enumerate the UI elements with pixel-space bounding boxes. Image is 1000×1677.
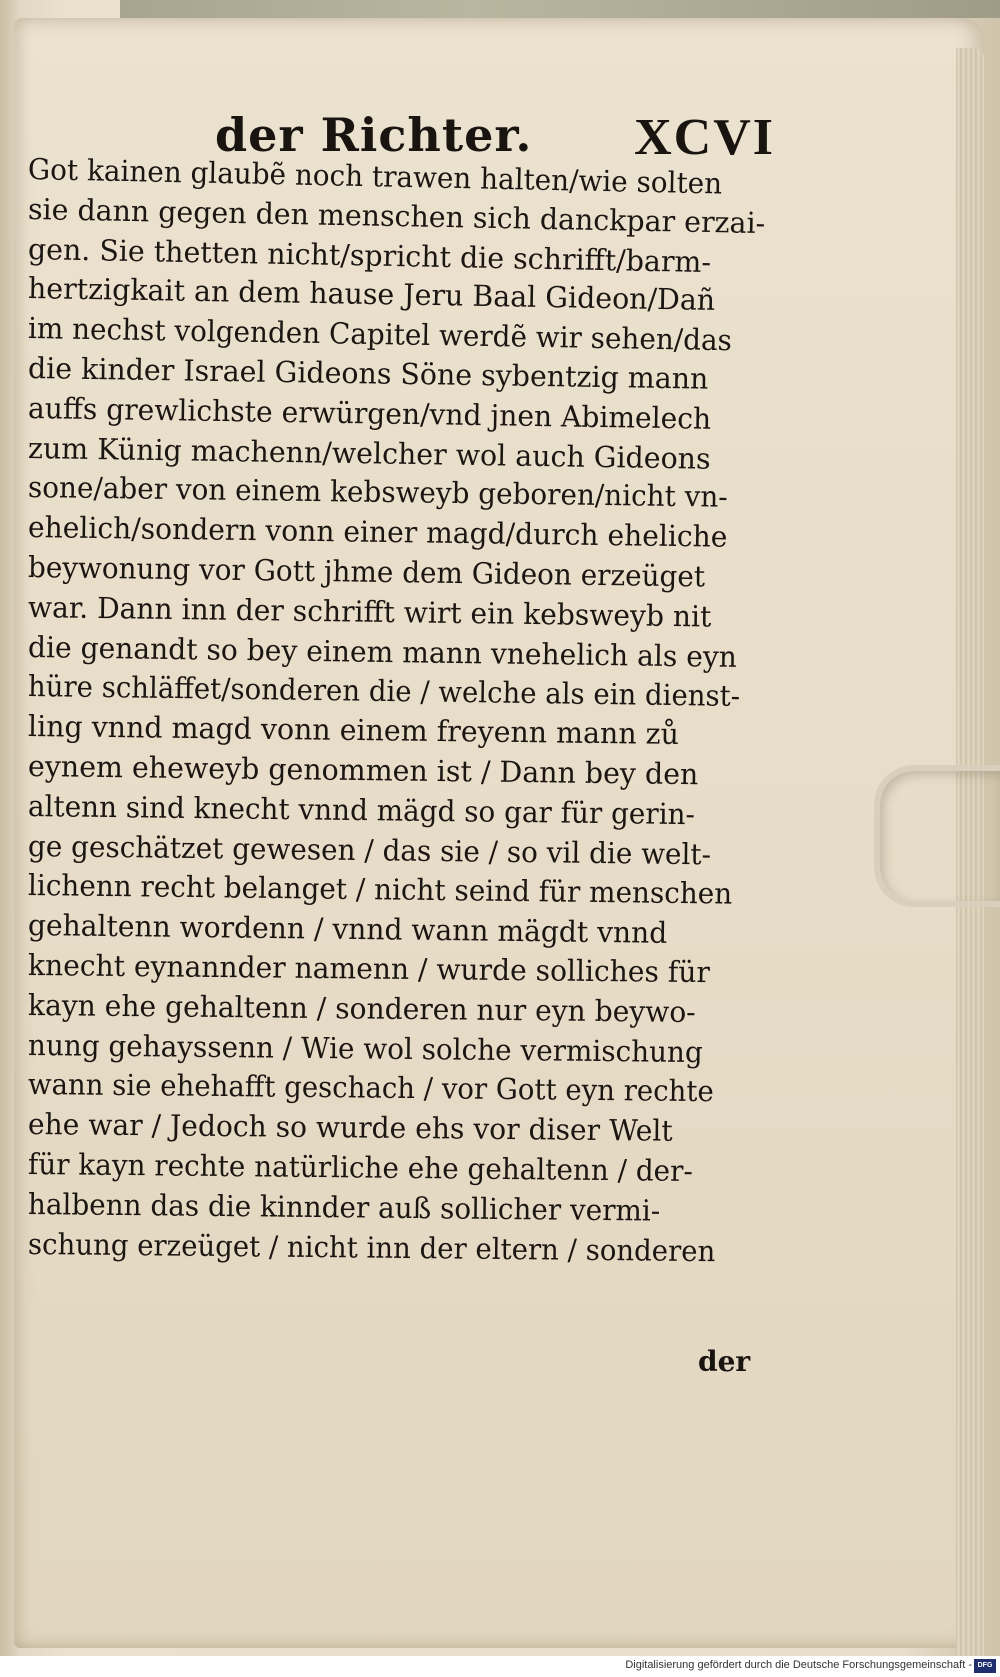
- book-clasp: [874, 765, 1000, 907]
- text-line: wann sie ehehafft geschach / vor Gott eyn rechte: [27, 1067, 714, 1109]
- book-top-edge: [120, 0, 1000, 18]
- text-line: gen. Sie thetten nicht/spricht die schrifft/barm-: [27, 231, 712, 279]
- text-line: die kinder Israel Gideons Söne sybentzig mann: [27, 350, 709, 396]
- text-line: nung gehayssenn / Wie wol solche vermischung: [27, 1027, 703, 1069]
- text-line: knecht eynannder namenn / wurde solliches für: [27, 947, 711, 990]
- text-block: [27, 150, 768, 1268]
- text-line: altenn sind knecht vnnd mägd so gar für gerin-: [27, 788, 696, 831]
- text-line: schung erzeüget / nicht inn der eltern / sonderen: [27, 1226, 716, 1268]
- text-line: halbenn das die kinnder auß sollicher vermi-: [27, 1186, 661, 1228]
- text-line: sie dann gegen den menschen sich danckpar erzai-: [27, 191, 766, 240]
- text-line: für kayn rechte natürliche ehe gehaltenn / der-: [27, 1146, 694, 1188]
- funding-credit: Digitalisierung gefördert durch die Deutsche Forschungsgemeinschaft -: [625, 1659, 972, 1671]
- text-line: zum Künig machenn/welcher wol auch Gideons: [27, 430, 711, 476]
- dfg-logo-icon: DFG: [974, 1659, 996, 1673]
- text-line: hertzigkait an dem hause Jeru Baal Gideon/Dañ: [27, 271, 716, 318]
- digitization-footer: [0, 1656, 1000, 1677]
- text-line: beywonung vor Gott jhme dem Gideon erzeüget: [27, 549, 706, 594]
- text-line: auffs grewlichste erwürgen/vnd jnen Abimelech: [27, 390, 712, 436]
- text-line: kayn ehe gehaltenn / sonderen nur eyn beywo-: [27, 987, 696, 1029]
- text-line: war. Dann inn der schrifft wirt ein kebsweyb nit: [27, 589, 712, 634]
- folio-number: XCVI: [634, 109, 775, 166]
- text-line: ehelich/sondern vonn einer magd/durch eheliche: [27, 510, 728, 554]
- text-line: eynem eheweyb genommen ist / Dann bey den: [27, 748, 699, 792]
- text-line: ge geschätzet gewesen / das sie / so vil die welt-: [27, 828, 712, 871]
- text-line: sone/aber von einem kebsweyb geboren/nicht vn-: [27, 470, 728, 515]
- text-line: gehaltenn wordenn / vnnd wann mägdt vnnd: [27, 908, 668, 950]
- text-line: ling vnnd magd vonn einem freyenn mann zů: [27, 709, 680, 752]
- text-line: Got kainen glaubẽ noch trawen halten/wie solten: [27, 152, 723, 201]
- text-line: die genandt so bey einem mann vnehelich als eyn: [27, 629, 738, 674]
- text-line: ehe war / Jedoch so wurde ehs vor diser Welt: [27, 1107, 673, 1148]
- catchword: der: [698, 1345, 751, 1378]
- running-head: der Richter.: [215, 108, 533, 162]
- text-line: lichenn recht belanget / nicht seind für menschen: [27, 868, 733, 911]
- text-line: hüre schläffet/sonderen die / welche als ein dienst-: [27, 669, 741, 714]
- text-line: im nechst volgenden Capitel werdẽ wir sehen/das: [27, 311, 733, 358]
